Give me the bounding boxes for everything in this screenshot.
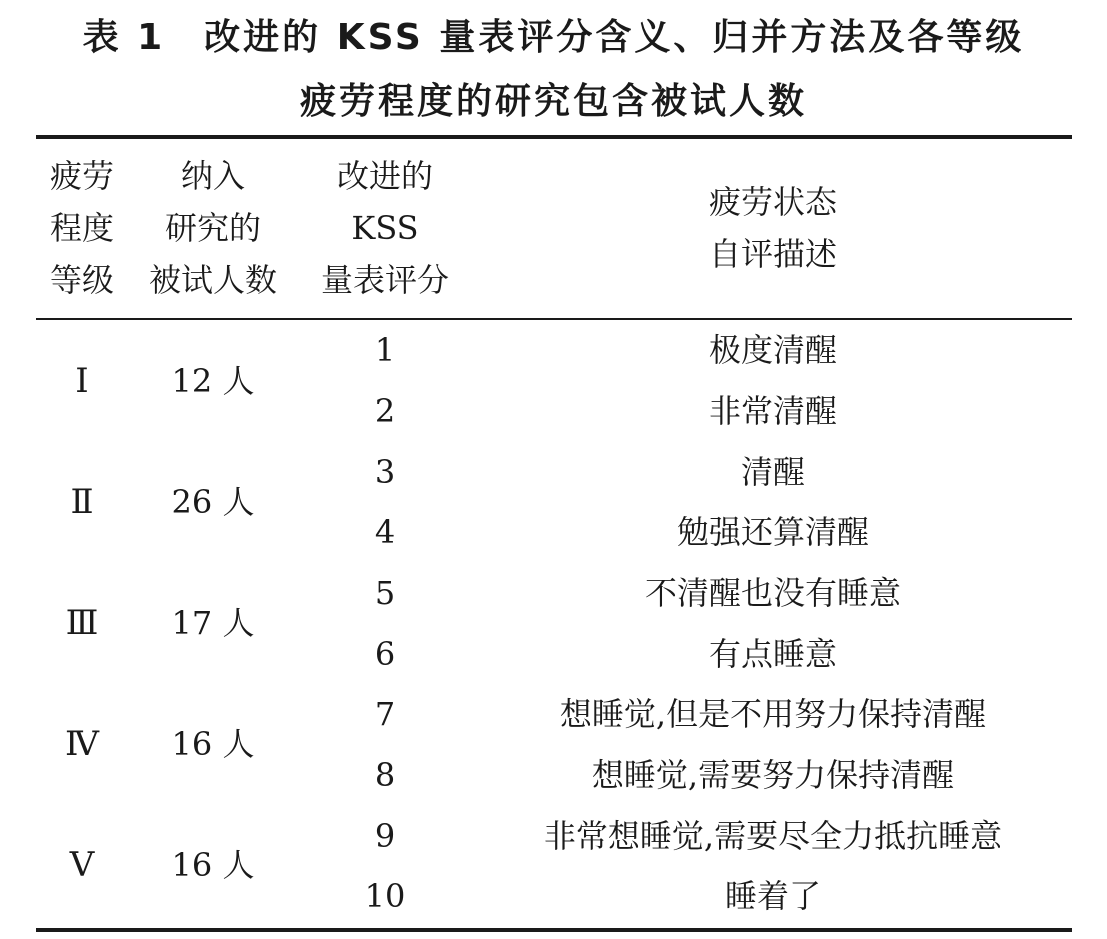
count-cell: 26 人: [171, 483, 255, 521]
count-cell: 16 人: [171, 725, 255, 763]
count-cell: 12 人: [171, 362, 255, 400]
score-cell: 8: [374, 756, 396, 794]
header-kss-score: 改进的 KSS 量表评分: [320, 157, 449, 299]
count-cell: 17 人: [171, 604, 255, 642]
score-cell: 10: [364, 877, 406, 915]
level-cell: Ⅳ: [65, 724, 99, 764]
level-cell: Ⅲ: [65, 603, 99, 643]
count-cell: 16 人: [171, 846, 255, 884]
score-cell: 5: [374, 574, 396, 612]
score-cell: 3: [374, 453, 396, 491]
level-cell: Ⅴ: [69, 845, 95, 885]
score-cell: 7: [374, 695, 396, 733]
description-cell: 不清醒也没有睡意: [644, 574, 901, 612]
score-cell: 2: [374, 392, 396, 430]
level-cell: Ⅱ: [70, 482, 94, 522]
score-cell: 9: [374, 817, 396, 855]
description-cell: 想睡觉,需要努力保持清醒: [591, 756, 955, 794]
description-cell: 非常清醒: [708, 392, 837, 430]
top-rule: [36, 135, 1072, 139]
score-cell: 1: [374, 331, 396, 369]
header-self-description: 疲劳状态 自评描述: [708, 183, 837, 273]
table-title-line-1: 表 1 改进的 KSS 量表评分含义、归并方法及各等级: [82, 17, 1025, 58]
description-cell: 非常想睡觉,需要尽全力抵抗睡意: [543, 817, 1003, 855]
score-cell: 4: [374, 513, 396, 551]
level-cell: Ⅰ: [75, 361, 89, 401]
description-cell: 清醒: [740, 453, 805, 491]
score-cell: 6: [374, 635, 396, 673]
bottom-rule: [36, 928, 1072, 932]
header-rule: [36, 318, 1072, 320]
header-subject-count: 纳入 研究的 被试人数: [148, 157, 277, 299]
description-cell: 想睡觉,但是不用努力保持清醒: [559, 695, 987, 733]
description-cell: 睡着了: [724, 877, 821, 915]
table-title-line-2: 疲劳程度的研究包含被试人数: [299, 81, 807, 122]
description-cell: 勉强还算清醒: [676, 513, 869, 551]
header-fatigue-level: 疲劳 程度 等级: [49, 157, 114, 299]
description-cell: 极度清醒: [708, 331, 837, 369]
description-cell: 有点睡意: [708, 635, 837, 673]
